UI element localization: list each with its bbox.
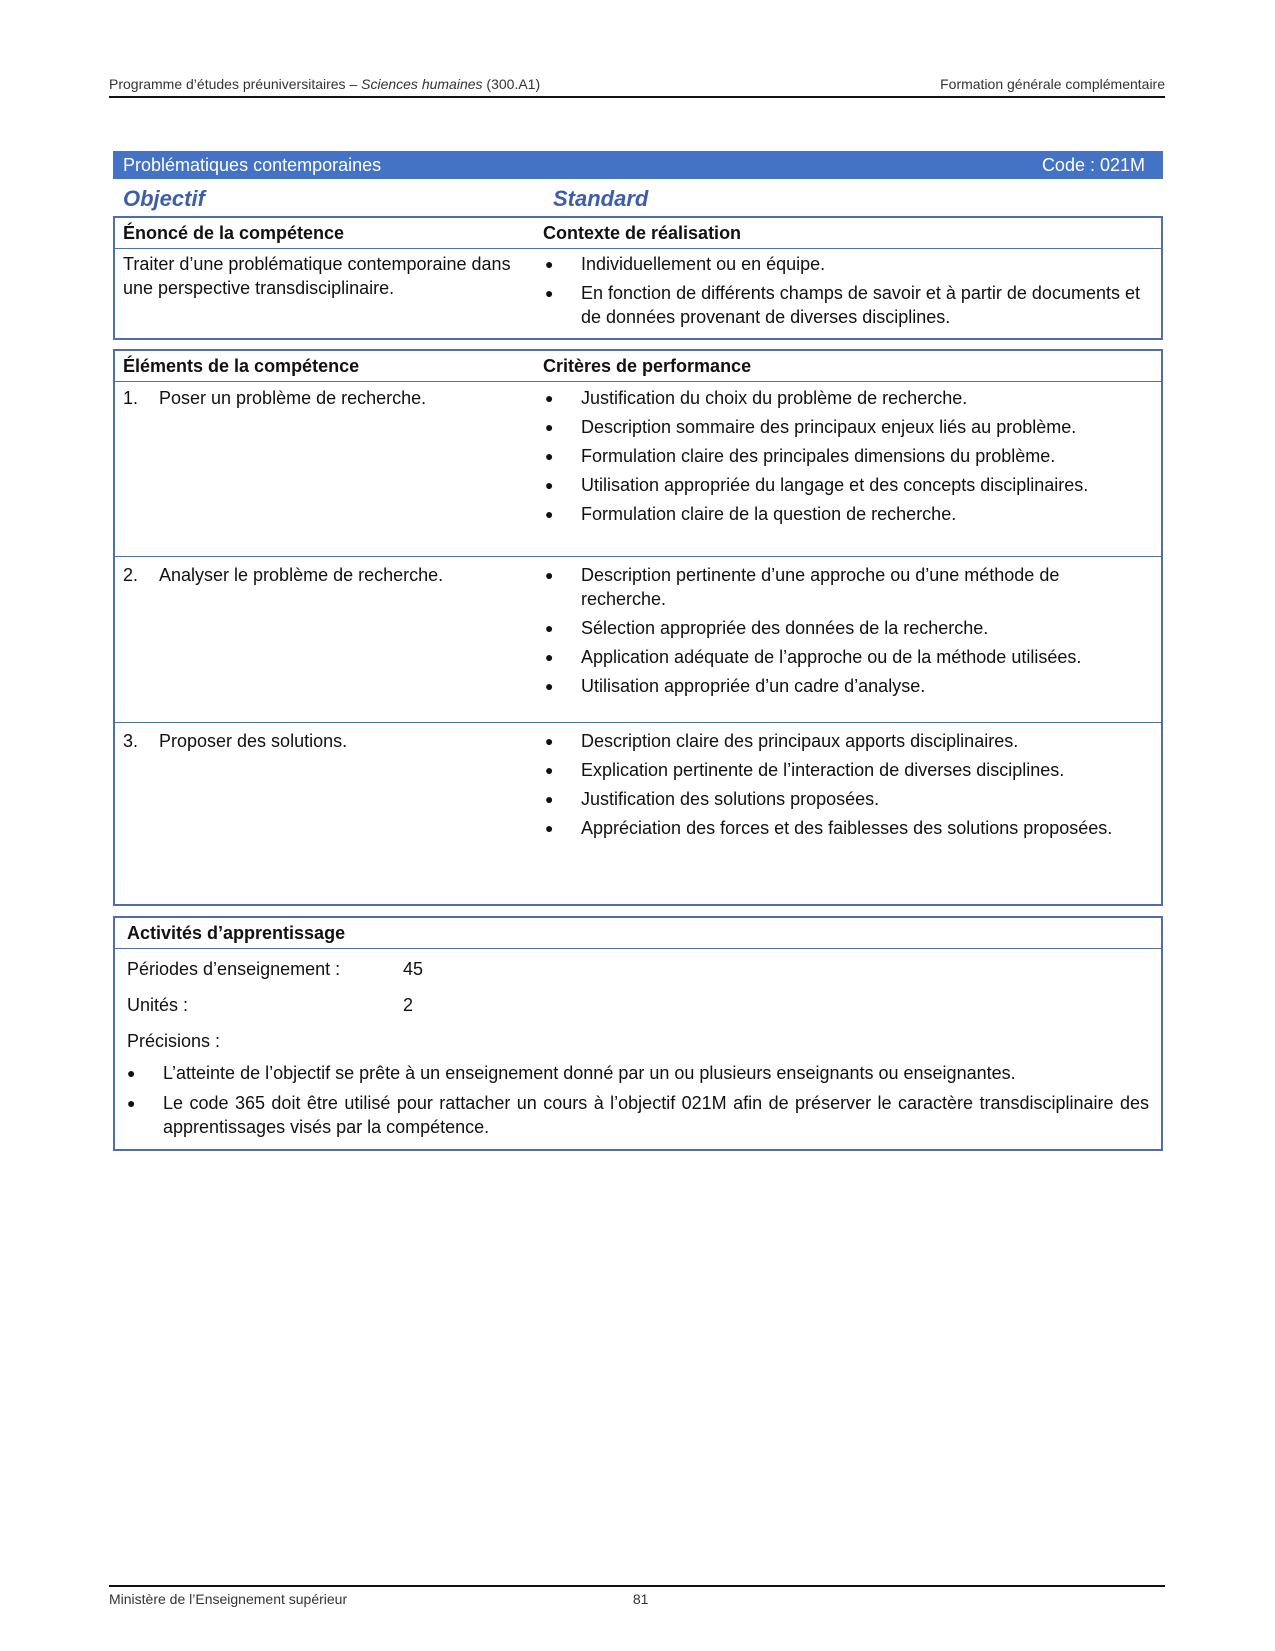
objectif-label: Objectif [123, 186, 205, 211]
list-item: ● Formulation claire des principales dimensions du problème. [545, 446, 1056, 466]
list-item: ● Justification du choix du problème de recherche. [545, 388, 968, 408]
list-item: ● Individuellement ou en équipe. [545, 254, 826, 274]
criteria-list [543, 729, 1161, 845]
unites-label: Unités : [127, 995, 189, 1015]
elements-header [115, 351, 1161, 382]
standard-label: Standard [553, 186, 649, 211]
list-item: ● Formulation claire de la question de recherche. [545, 504, 957, 524]
title-bar [113, 151, 1163, 179]
element-row-1 [115, 382, 1161, 556]
contexte-list [543, 252, 1161, 334]
bullet-icon: ● [545, 791, 554, 807]
list-item: ● Description sommaire des principaux enjeux liés au problème. [545, 417, 1077, 437]
program-section: Formation générale complémentaire [940, 76, 1165, 92]
criteria-list [543, 386, 1161, 556]
list-item: ● Sélection appropriée des données de la recherche. [545, 618, 989, 638]
list-item: ● En fonction de différents champs de savoir et à partir de documents et de données provenant de diverses disciplines. [545, 283, 1140, 327]
list-item: ● Explication pertinente de l’interaction de diverses disciplines. [545, 760, 1065, 780]
activites-box [113, 916, 1163, 1151]
list-item: ● Le code 365 doit être utilisé pour rattacher un cours à l’objectif 021M afin de préserver le caractère transdisciplinaire des apprentissages visés par la compétence. [127, 1093, 1149, 1137]
unites-row [127, 993, 1149, 1017]
criteria-list [543, 563, 1161, 722]
bullet-icon: ● [545, 506, 554, 522]
element-row-2 [115, 556, 1161, 722]
list-item: ● Description claire des principaux apports disciplinaires. [545, 731, 1019, 751]
criteria-header: Critères de performance [543, 355, 752, 376]
list-item: ● Application adéquate de l’approche ou de la méthode utilisées. [545, 647, 1082, 667]
bullet-icon: ● [545, 448, 554, 464]
program-title: Programme d’études préuniversitaires – Sciences humaines (300.A1) [109, 76, 541, 92]
section-labels [123, 186, 1163, 214]
periodes-label: Périodes d’enseignement : [127, 959, 341, 979]
contexte-header: Contexte de réalisation [543, 222, 742, 243]
bullet-icon: ● [545, 567, 554, 583]
elements-header-left: Éléments de la compétence [123, 355, 360, 376]
elements-box [113, 349, 1163, 906]
bullet-icon: ● [545, 649, 554, 665]
periodes-row [127, 957, 1149, 981]
bullet-icon: ● [545, 820, 554, 836]
page-header [109, 76, 1165, 98]
precisions-label: Précisions : [127, 1031, 221, 1051]
bullet-icon: ● [545, 256, 554, 272]
bullet-icon: ● [545, 762, 554, 778]
list-item: ● Appréciation des forces et des faiblesses des solutions proposées. [545, 818, 1113, 838]
unites-value: 2 [403, 995, 414, 1015]
list-item: ● Utilisation appropriée d’un cadre d’analyse. [545, 676, 926, 696]
element-label: 2. Analyser le problème de recherche. [123, 565, 444, 585]
activites-header: Activités d’apprentissage [115, 918, 1161, 949]
competence-box [113, 216, 1163, 340]
element-label: 3. Proposer des solutions. [123, 731, 348, 751]
list-item: ● Description pertinente d’une approche ou d’une méthode de recherche. [545, 565, 1060, 609]
list-item: ● L’atteinte de l’objectif se prête à un enseignement donné par un ou plusieurs enseignants ou enseignantes. [127, 1063, 1016, 1083]
competence-header [115, 218, 1161, 249]
element-row-3 [115, 722, 1161, 845]
bullet-icon: ● [545, 390, 554, 406]
enonce-header: Énoncé de la compétence [123, 222, 345, 243]
bullet-icon: ● [545, 620, 554, 636]
bullet-icon: ● [545, 419, 554, 435]
bullet-icon: ● [545, 477, 554, 493]
bullet-icon: ● [127, 1095, 136, 1111]
enonce-text: Traiter d’une problématique contemporaine dans une perspective transdisciplinaire. [123, 254, 511, 298]
page-footer [109, 1585, 1165, 1607]
footer-ministry: Ministère de l’Enseignement supérieur [109, 1591, 348, 1607]
periodes-value: 45 [403, 959, 424, 979]
bullet-icon: ● [545, 733, 554, 749]
page-number: 81 [632, 1591, 649, 1607]
course-title: Problématiques contemporaines [123, 154, 382, 175]
bullet-icon: ● [127, 1065, 136, 1081]
list-item: ● Utilisation appropriée du langage et des concepts disciplinaires. [545, 475, 1089, 495]
bullet-icon: ● [545, 678, 554, 694]
element-label: 1. Poser un problème de recherche. [123, 388, 427, 408]
course-code: Code : 021M [1041, 154, 1145, 175]
list-item: ● Justification des solutions proposées. [545, 789, 880, 809]
bullet-icon: ● [545, 285, 554, 301]
